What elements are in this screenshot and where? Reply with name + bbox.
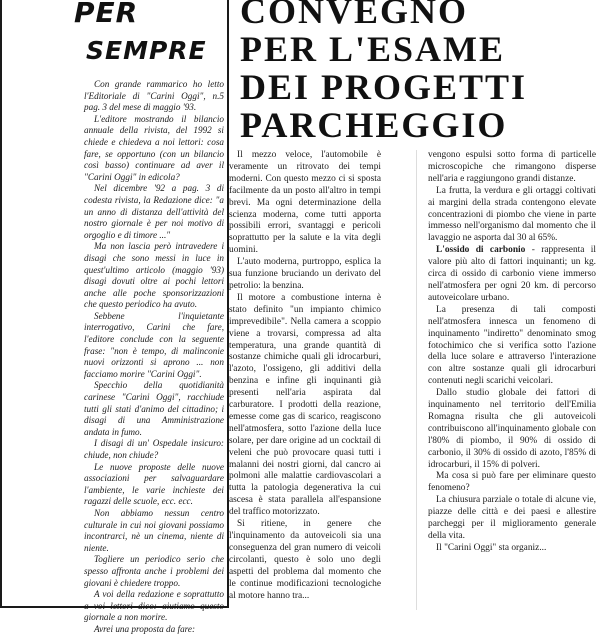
article-paragraph: La presenza di tali composti nell'atmosfera innesca un fenomeno di inquinamento "indiretto" denominato smog fotochimico che si verifica sotto l'azione della luce solare e attraverso l'interazione con altre sostanze quali gli idrocarburi contenuti negli scarichi veicolari. (428, 304, 596, 387)
letter-paragraph: Sebbene l'inquietante interrogativo, Carini che fare, l'editore conclude con la seguente frase: "non è tempo, di malinconie nuovi orizzonti si aprono ... non facciamo morire "Carini Oggi". (84, 310, 224, 379)
kicker-sempre: SEMPRE (86, 36, 207, 65)
headline-line-4: PARCHEGGIO (240, 105, 508, 145)
article-paragraph: Il mezzo veloce, l'automobile è veramente un ritrovato dei tempi moderni. Con questo mezzo ci si sposta facilmente da un posto all'altro in tempi brevi. Ma ogni determinazione della scienza moderna, come tutti apporta possibili errori, svantaggi e pericoli soprattutto per la salute e la vita degli uomini. (229, 150, 381, 256)
column-divider (416, 150, 417, 610)
article-headline (240, 0, 600, 144)
letter-paragraph: Con grande rammarico ho letto l'Editoriale di "Carini Oggi", n.5 pag. 3 del mese di maggio '93. (84, 79, 224, 113)
article-paragraph: Il "Carini Oggi" sta organiz... (436, 542, 547, 553)
letter-paragraph: A voi della redazione e soprattutto a voi lettori dico: aiutiamo questo giornale a non morire. (84, 589, 224, 623)
article-paragraph (428, 245, 596, 305)
article-paragraph: L'auto moderna, purtroppo, esplica la sua funzione bruciando un derivato del petrolio: la benzina. (229, 257, 381, 291)
letter-paragraph: L'editore mostrando il bilancio annuale della rivista, del 1992 si chiede e chiedeva a noi lettori: cosa fare, se opportuno (con un bilancio così basso) continuare ad aver il "Carini Oggi" in edicola? (84, 113, 224, 182)
headline-line-2: PER L'ESAME (240, 29, 506, 69)
kicker-per: PER (74, 0, 139, 29)
letter-body (84, 79, 224, 636)
letter-paragraph: Specchio della quotidianità carinese "Carini Oggi", racchiude tutti gli stati d'animo del cittadino; i disagi di una Amministrazione andata in fumo. (84, 380, 224, 437)
letter-paragraph: Le nuove proposte delle nuove associazioni per salvaguardare l'ambiente, le varie inchieste dei ragazzi delle scuole, ecc. ecc. (84, 461, 224, 507)
letter-paragraph: Avrei una proposta da fare: (94, 623, 196, 634)
carbon-monoxide-heading: L'ossido di carbonio (436, 245, 526, 256)
article-paragraph: vengono espulsi sotto forma di particelle microscopiche che rimangono disperse nell'aria e raggiungono grandi distanze. (428, 150, 596, 184)
headline-line-3: DEI PROGETTI (240, 67, 528, 107)
article-paragraph: La frutta, la verdura e gli ortaggi coltivati ai margini della strada contengono elevate concentrazioni di piombo che viene in parte immesso nell'organismo dal momento che il lavaggio ne asporta dal 30 al 65%. (428, 185, 596, 244)
headline-line-1: CONVEGNO (240, 0, 469, 31)
letter-paragraph: Non abbiamo nessun centro culturale in cui noi giovani possiamo incontrarci, nè un cinema, niente di niente. (84, 507, 224, 553)
article-paragraph: Dallo studio globale dei fattori di inquinamento nel territorio dell'Emilia Romagna risulta che gli autoveicoli contribuiscono all'inquinamento globale con l'80% di piombo, il 90% di ossido di carbonio, il 30% di ossido di azoto, l'85% di idrocarburi, il 15% di polveri. (428, 388, 596, 470)
article-paragraph: Ma cosa si può fare per eliminare questo fenomeno? (428, 471, 596, 494)
editorial-letter-box (0, 0, 229, 634)
article-column-right (428, 150, 596, 555)
article-column-middle (229, 150, 381, 602)
letter-paragraph: I disagi di un' Ospedale insicuro: chiude, non chiude? (84, 438, 224, 460)
letter-paragraph: Nel dicembre '92 a pag. 3 di codesta rivista, la Redazione dice: "a un anno di distanza dell'attività del nostro giornale è per noi motivo di orgoglio e di timore ..." (84, 183, 224, 240)
article-paragraph: Il motore a combustione interna è stato definito "un impianto chimico imprevedibile". Nella camera a scoppio viene a trovarsi, compressa ad alta temperatura, una grande quantità di sostanze chimiche quali gli idrocarburi, l'azoto, l'ossigeno, gli additivi della benzina e infine gli inquinanti già presenti nell'aria aspirata dal carburatore. I prodotti della reazione, emesse come gas di scarico, reagiscono nell'atmosfera, sotto l'azione della luce solare, per dare origine ad un cocktail di veleni che può provocare quasi tutti i malanni dei nostri giorni, dal cancro ai polmoni alle malattie cardiovascolari a tutta la patologia degenerativa la cui ascesa è stata parallela all'espansione del traffico motorizzato. (229, 292, 381, 518)
carbon-monoxide-text: - rappresenta il valore più alto di fattori inquinanti; un kg. circa di ossido di carbonio viene immerso nell'atmosfera per ogni 20 km. di percorso autoveicolare urbano. (428, 245, 596, 303)
letter-paragraph: Togliere un periodico serio che spesso affronta anche i problemi dei giovani è chiedere troppo. (84, 554, 224, 588)
article-paragraph: La chiusura parziale o totale di alcune vie, piazze delle città e dei paesi e allestire parcheggi per il miglioramento generale della vita. (428, 495, 596, 541)
article-paragraph: Si ritiene, in genere che l'inquinamento da autoveicoli sia una conseguenza del gran numero di veicoli circolanti, questo è solo uno degli aspetti del problema dal momento che le continue modificazioni tecnologiche al motore hanno tra... (229, 519, 381, 601)
letter-paragraph: Ma non lascia però intravedere i disagi che sono messi in luce in quest'ultimo articolo (maggio '93) disagi dovuti oltre ai pochi lettori anche alle poche sponsorizzazioni che questo periodico ha avuto. (84, 241, 224, 310)
